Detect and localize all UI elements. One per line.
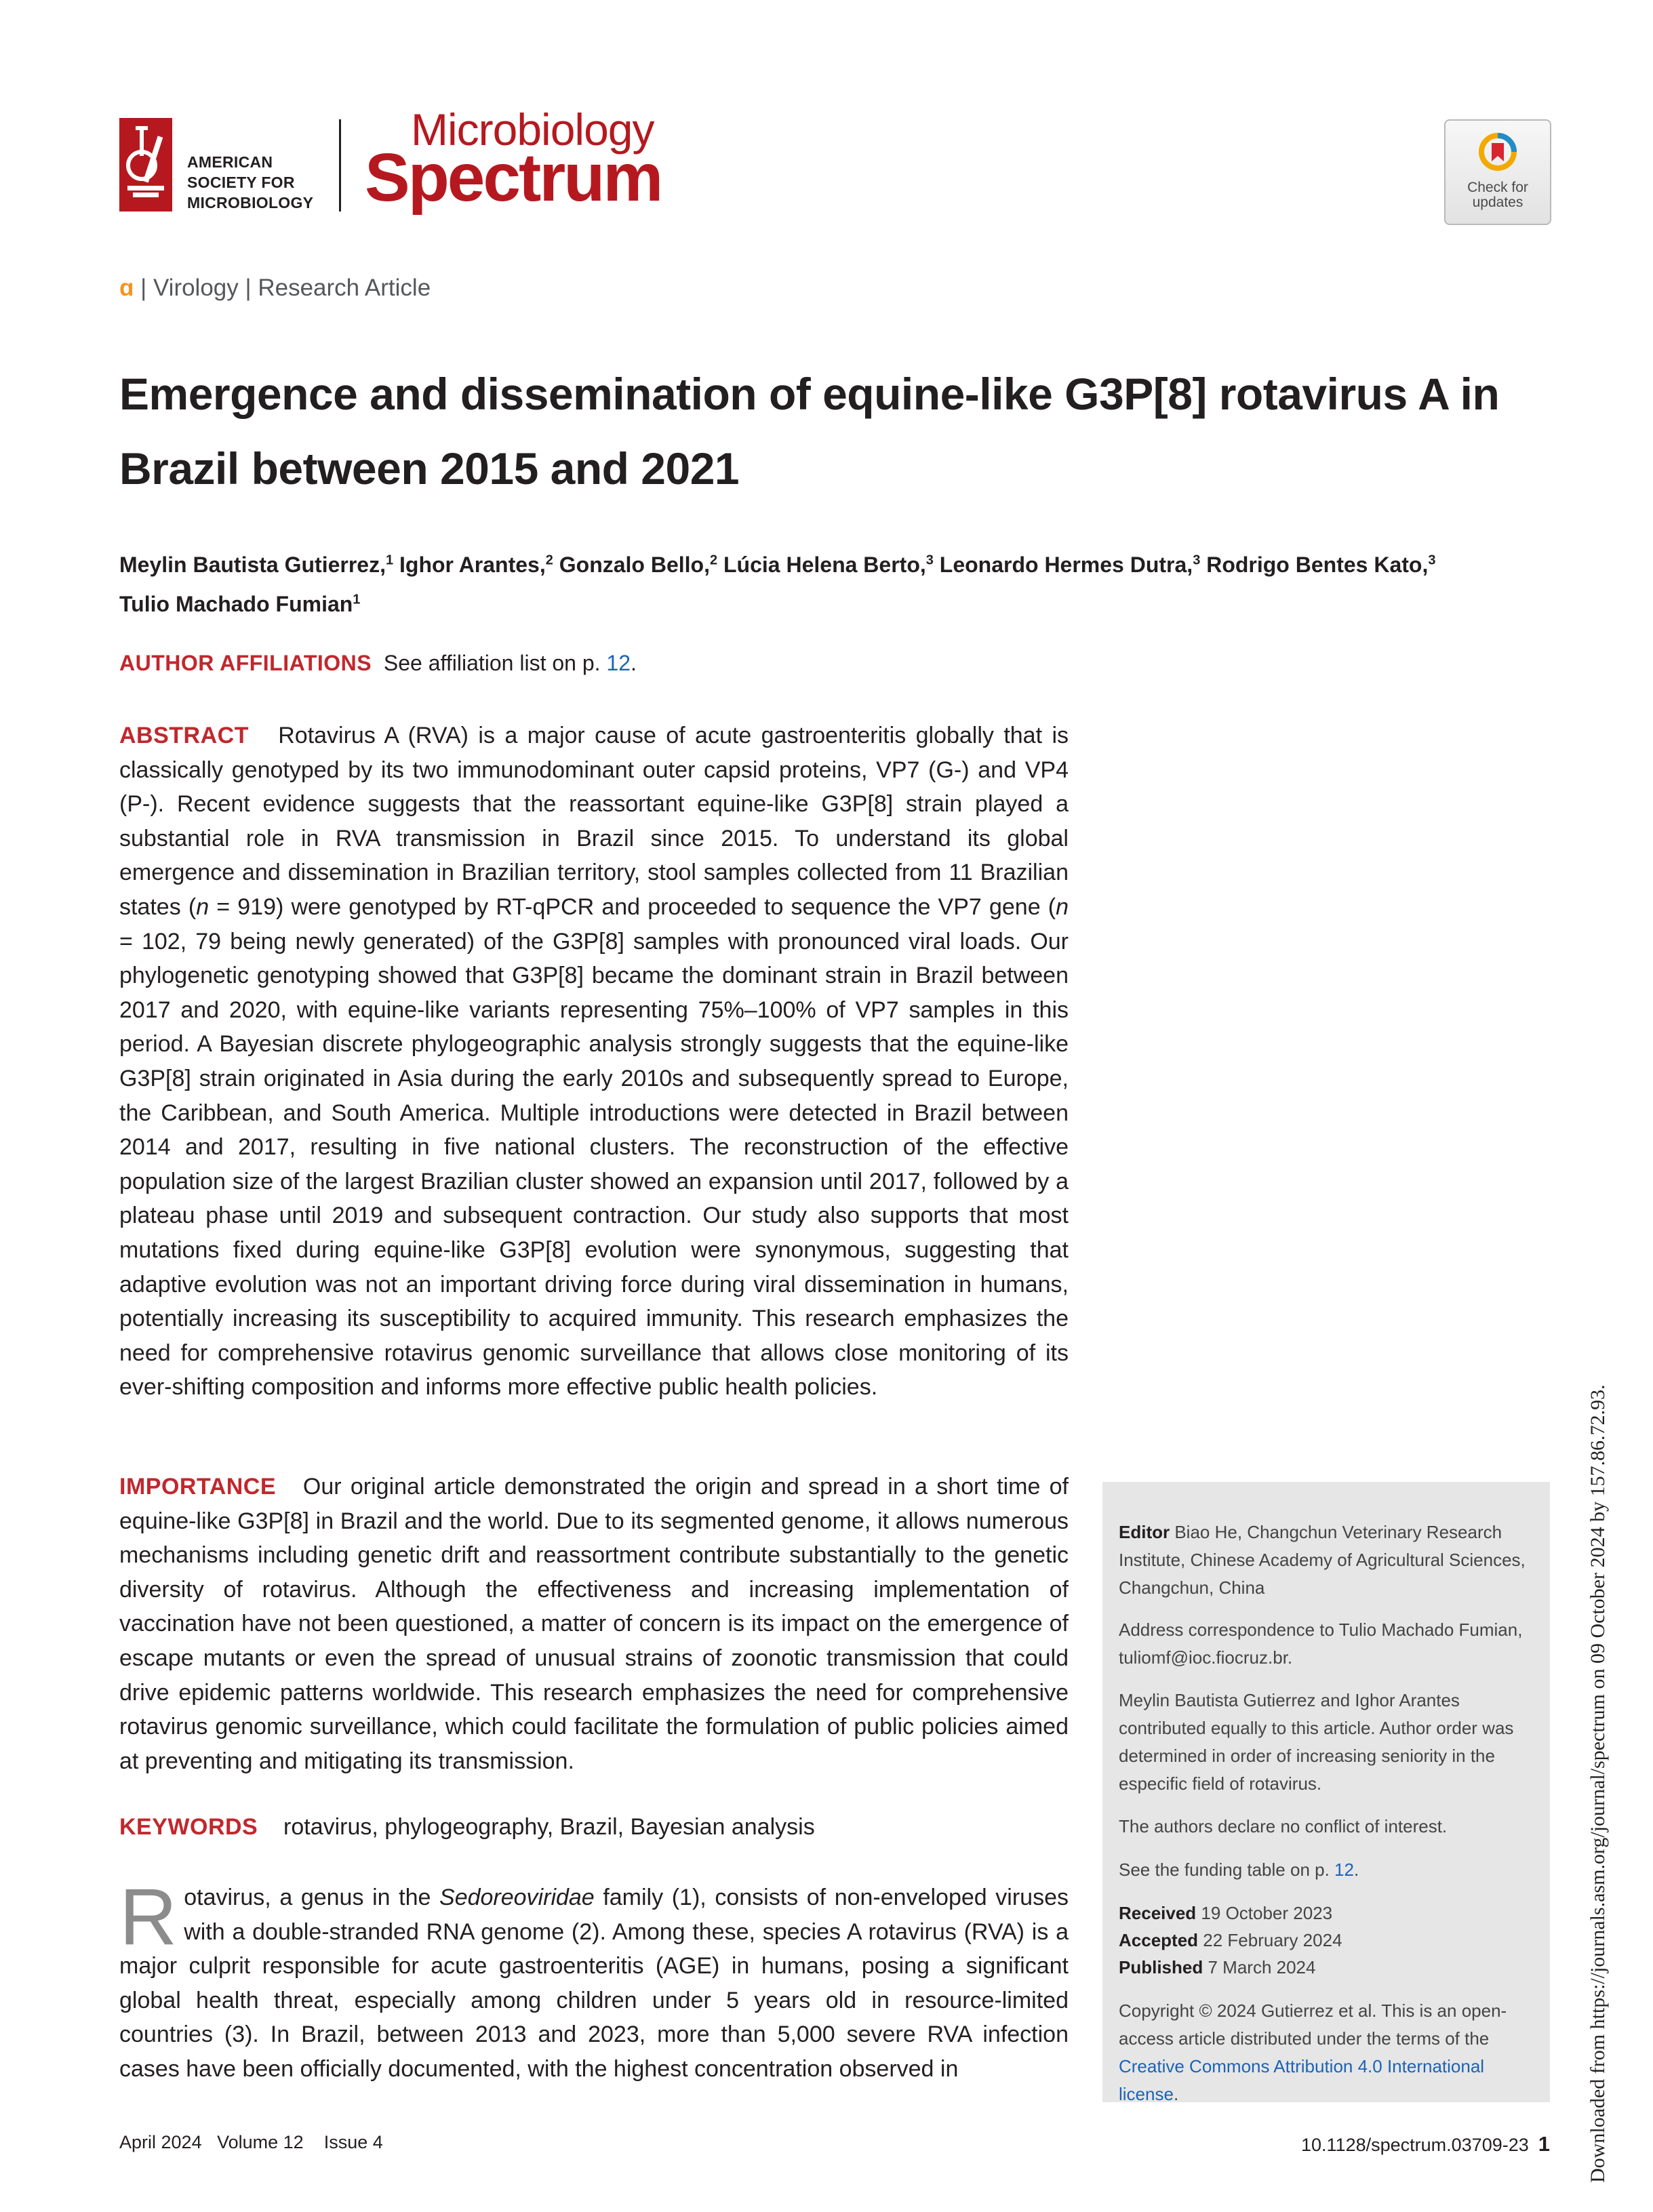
section-link[interactable]: Virology [153,275,239,301]
correspondence: Address correspondence to Tulio Machado Fumian, tuliomf@ioc.fiocruz.br. [1119,1620,1523,1668]
keywords [119,1814,815,1841]
author[interactable]: Ighor Arantes,$^2$ [399,552,553,577]
article-category: ɑ | Virology | Research Article [119,275,431,301]
keywords-list: rotavirus, phylogeography, Brazil, Bayesian analysis [283,1814,815,1840]
author[interactable]: Gonzalo Bello,$^2$ [559,552,718,577]
author[interactable]: Leonardo Hermes Dutra,$^3$ [939,552,1201,577]
editor-info: Editor Biao He, Changchun Veterinary Research Institute, Chinese Academy of Agricultural Sciences, Changchun, China [1119,1522,1526,1598]
accepted-date: Accepted 22 February 2024 [1119,1930,1342,1950]
abstract: ABSTRACT Rotavirus A (RVA) is a major cause of acute gastroenteritis globally that is classically genotyped by its two immunodominant outer capsid proteins, VP7 (G-) and VP4 (P-). Recent evidence suggests that the reassortant equine-like G3P[8] strain played a substantial role in RVA transmission in Brazil since 2015. To understand its global emergence and dissemination in Brazilian territory, stool samples collected from 11 Brazilian states (n = 919) were genotyped by RT-qPCR and proceeded to sequence the VP7 gene (n = 102, 79 being newly generated) of the G3P[8] samples with pronounced viral loads. Our phylogenetic genotyping showed that G3P[8] became the dominant strain in Brazil between 2017 and 2020, with equine-like variants representing 75%–100% of VP7 samples in this period. A Bayesian discrete phylogeographic analysis strongly suggests that the equine-like G3P[8] strain originated in Asia during the early 2010s and subsequently spread to Europe, the Caribbean, and South America. Multiple introductions were detected in Brazil between 2014 and 2017, resulting in five national clusters. The reconstruction of the effective population size of the largest Brazilian cluster showed an expansion until 2017, followed by a plateau phase until 2019 and subsequent contraction. Our study also supports that most mutations fixed during equine-like G3P[8] evolution were synonymous, suggesting that adaptive evolution was not an important driving force during viral dissemination in humans, potentially increasing its susceptibility to acquired immunity. This research emphasizes the need for comprehensive rotavirus genomic surveillance that allows close monitoring of its ever-shifting composition and informs more effective public health policies. [119,723,1069,1401]
introduction: Rotavirus, a genus in the Sedoreoviridae family (1), consists of non-enveloped viruses with a double-stranded RNA genome (2). Among these, species A rotavirus (RVA) is a major culprit responsible for acute gastroenteritis (AGE) in humans, posing a significant global health threat, especially among children under 5 years old in resource-limited countries (3). In Brazil, between 2013 and 2023, more than 5,000 severe RVA infection cases have been officially documented, with the highest concentration observed in [119,1872,1069,2082]
copyright-note: Copyright © 2024 Gutierrez et al. This is an open-access article distributed under the terms of the Creative Commons Attribution 4.0 International license. [1119,2000,1507,2104]
conflict-statement: The authors declare no conflict of interest. [1119,1816,1448,1836]
author[interactable]: Meylin Bautista Gutierrez,$^1$ [119,552,394,577]
author[interactable]: Lúcia Helena Berto,$^3$ [723,552,934,577]
received-date: Received 19 October 2023 [1119,1903,1333,1923]
abstract-heading: ABSTRACT [119,723,249,748]
check-for-updates-button[interactable] [1444,119,1551,225]
check-updates-line1: Check for [1467,180,1528,195]
published-date: Published 7 March 2024 [1119,1957,1316,1977]
journal-name-line1: Microbiology [411,104,654,155]
funding-page-link[interactable]: 12 [1334,1859,1354,1880]
logo-divider [339,119,341,212]
bookmark-ring-icon [1477,132,1518,172]
article-info-sidebar [1102,1482,1550,2102]
affiliation-page-link[interactable]: 12 [606,651,631,675]
page-number: 1 [1538,2132,1550,2156]
author[interactable]: Tulio Machado Fumian$^1$ [119,592,361,617]
author-affiliations: AUTHOR AFFILIATIONS See affiliation list on p. 12. [119,651,637,675]
journal-name-line2: Spectrum [365,140,662,216]
license-link[interactable]: Creative Commons Attribution 4.0 International license [1119,2056,1485,2104]
open-access-icon: ɑ [119,275,134,301]
author[interactable]: Rodrigo Bentes Kato,$^3$ [1206,552,1436,577]
importance: IMPORTANCE Our original article demonstrated the origin and spread in a short time of equine-like G3P[8] in Brazil and the world. Due to its segmented genome, it allows numerous mechanisms including genetic drift and reassortment contribute substantially to the genetic diversity of rotavirus. Although the effectiveness and increasing implementation of vaccination have not been questioned, a matter of concern is its impact on the emergence of escape mutants or even the spread of unusual strains of zoonotic transmission that could drive epidemic patterns worldwide. This research emphasizes the need for comprehensive rotavirus genomic surveillance, which could facilitate the formulation of public policies aimed at preventing and mitigating its transmission. [119,1474,1069,1774]
download-watermark: Downloaded from https://journals.asm.org/journal/spectrum on 09 October 2024 by 157.86.72.93. [1587,1384,1609,2183]
issue-info: April 2024 Volume 12 Issue 4 [119,2132,383,2152]
drop-cap: R [119,1872,178,1962]
affiliations-heading: AUTHOR AFFILIATIONS [119,651,372,675]
author-list [119,542,1577,622]
check-updates-line2: updates [1472,195,1523,210]
society-name: AMERICAN SOCIETY FOR MICROBIOLOGY [187,153,314,212]
article-type: Research Article [258,275,431,301]
asm-logo-icon [119,118,172,212]
doi-and-page [1220,2132,1550,2156]
article-title: Emergence and dissemination of equine-like G3P[8] rotavirus A in Brazil between 2015 and 2021 [119,369,1500,494]
importance-heading: IMPORTANCE [119,1474,277,1500]
doi-link[interactable]: 10.1128/spectrum.03709-23 [1301,2135,1529,2155]
keywords-heading: KEYWORDS [119,1814,258,1840]
funding-note: See the funding table on p. 12. [1119,1859,1359,1880]
equal-contribution-note: Meylin Bautista Gutierrez and Ighor Arantes contributed equally to this article. Author order was determined in order of increasing seniority in the especific field of rotavirus. [1119,1690,1514,1794]
